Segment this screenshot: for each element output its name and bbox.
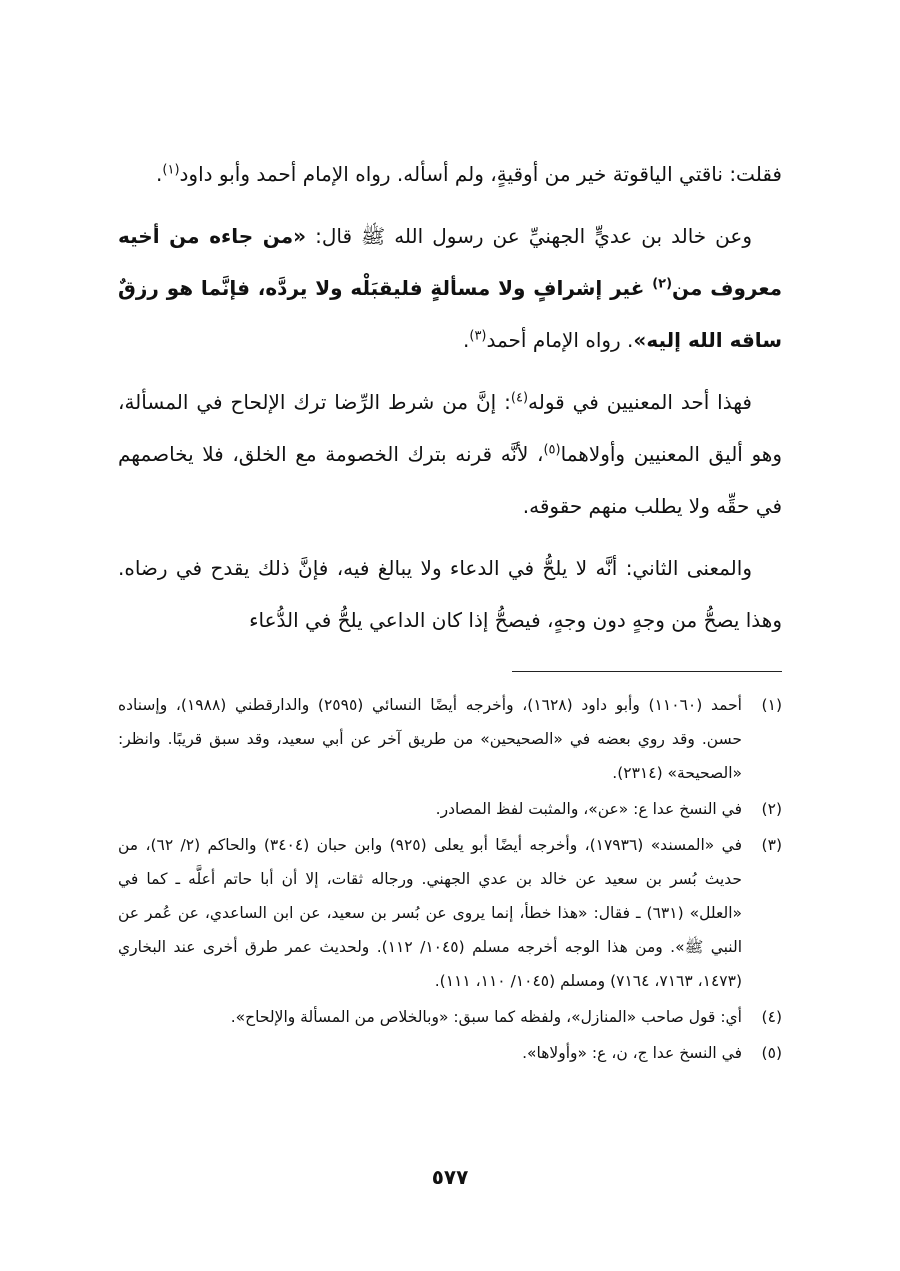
footnote-number: (٥) [761,1044,782,1062]
paragraph-3-text-a: فهذا أحد المعنيين في قوله [528,390,752,414]
paragraph-2-end: . [463,328,470,352]
footnote-ref-3: (٣) [469,328,487,344]
paragraph-2-outro: . رواه الإمام أحمد [486,328,634,352]
paragraph-4-text: والمعنى الثاني: أنَّه لا يلحُّ في الدعاء ولا يبالغ فيه، فإنَّ ذلك يقدح في رضاه. وهذا يصحُّ من وجهٍ دون وجهٍ، فيصحُّ إذا كان الداعي يلحُّ في الدُّعاء [118,556,782,632]
footnote-ref-4: (٤) [510,390,529,406]
footnote-text: في «المسند» (١٧٩٣٦)، وأخرجه أيضًا أبو يعلى (٩٢٥) وابن حبان (٣٤٠٤) والحاكم (٢/ ٦٢)، من حديث بُسر بن سعيد عن خالد بن عدي الجهني. ورجاله ثقات، إلا أن أبا حاتم أعلَّه ـ كما في «العلل» (٦٣١) ـ فقال: «هذا خطأ، إنما يروى عن بُسر بن سعيد، عن ابن الساعدي، عن عُمر عن النبي ﷺ». ومن هذا الوجه أخرجه مسلم (١٠٤٥/ ١١٢). ولحديث عمر طرق أخرى عند البخاري (١٤٧٣، ٧١٦٣، ٧١٦٤) ومسلم (١٠٤٥/ ١١٠، ١١١). [118,836,743,990]
footnote-number: (٣) [761,836,782,854]
footnote-2 [118,792,782,826]
footnote-number: (٢) [761,800,782,818]
footnote-number: (١) [761,696,782,714]
paragraph-2 [118,210,782,366]
footnote-5 [118,1036,782,1070]
footnote-3 [118,828,782,998]
paragraph-3-text-b: : إنَّ من شرط الرِّضا ترك الإلحاح في المسألة، وهو أليق المعنيين وأولاهما [118,390,782,466]
footnote-number: (٤) [761,1008,782,1026]
footnote-text: في النسخ عدا ج، ن، ع: «وأولاها». [522,1044,742,1062]
paragraph-3 [118,376,782,532]
paragraph-2-intro: وعن خالد بن عديٍّ الجهنيِّ عن رسول الله ﷺ قال: [306,224,752,248]
paragraph-1-end: . [156,162,163,186]
footnote-ref-1: (١) [162,162,180,178]
footnote-text: أحمد (١١٠٦٠) وأبو داود (١٦٢٨)، وأخرجه أيضًا النسائي (٢٥٩٥) والدارقطني (١٩٨٨)، وإسناده حسن. وقد روي بعضه في «الصحيحين» من طريق آخر عن أبي سعيد، وقد سبق قريبًا. وانظر: «الصحيحة» (٢٣١٤). [118,696,742,782]
hadith-quote-part-a: «من جاءه من أخيه معروف من [118,224,782,300]
hadith-quote-part-b: غير إشرافٍ ولا مسألةٍ فليقبَلْه ولا يردَّه، فإنَّما هو رزقٌ ساقه الله إليه» [118,276,782,352]
paragraph-1-text: فقلت: ناقتي الياقوتة خير من أوقيةٍ، ولم أسأله. رواه الإمام أحمد وأبو داود [179,162,782,186]
page-number: ٥٧٧ [431,1165,469,1189]
footnote-text: أي: قول صاحب «المنازل»، ولفظه كما سبق: «وبالخلاص من المسألة والإلحاح». [230,1008,742,1026]
main-text [118,148,782,656]
paragraph-1 [118,148,782,200]
footnote-divider [512,671,782,672]
paragraph-3-text-c: ، لأنَّه قرنه بترك الخصومة مع الخلق، فلا يخاصمهم في حقِّه ولا يطلب منهم حقوقه. [118,442,782,518]
footnote-ref-2: (٢) [652,276,673,292]
footnotes [118,688,782,1072]
paragraph-4 [118,542,782,646]
footnote-1 [118,688,782,790]
footnote-text: في النسخ عدا ع: «عن»، والمثبت لفظ المصادر. [435,800,742,818]
footnote-ref-5: (٥) [543,442,561,458]
footnote-4 [118,1000,782,1034]
